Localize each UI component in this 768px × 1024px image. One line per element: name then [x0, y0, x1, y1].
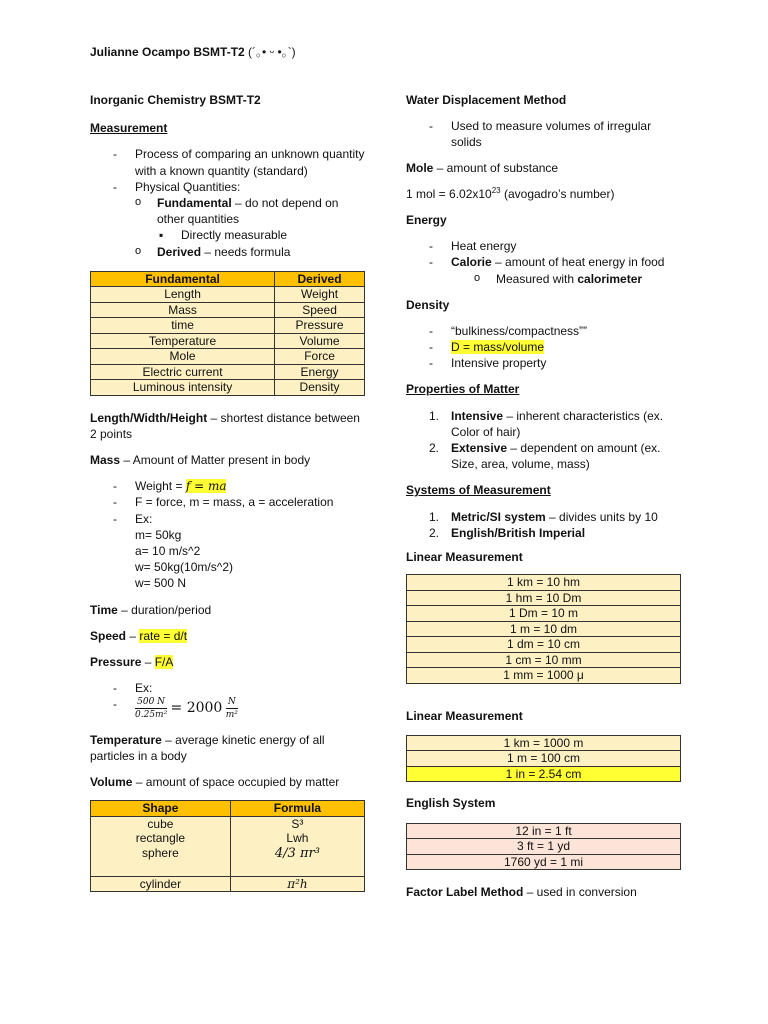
table-row: cylinder π²h [91, 876, 365, 892]
weight-formula: f = ma [185, 479, 227, 494]
mass-definition: Mass – Amount of Matter present in body [90, 453, 311, 468]
systems-list [406, 509, 681, 541]
list-item: - F = force, m = mass, a = acceleration [90, 494, 365, 510]
linear-table-2 [406, 735, 681, 783]
table-header: Fundamental [91, 271, 275, 287]
table-row: 12 in = 1 ft [407, 823, 681, 839]
wdm-title: Water Displacement Method [406, 93, 567, 107]
sub-sub-list [135, 227, 365, 243]
quantities-table [90, 271, 365, 396]
table-row: 1 m = 10 dm [407, 621, 681, 637]
table-row: 1 mm = 1000 μ [407, 668, 681, 684]
temperature-definition: Temperature – average kinetic energy of all particles in a body [90, 732, 325, 763]
table-row: Mass Speed [91, 302, 365, 318]
list-item: - “bulkiness/compactness”” [406, 323, 681, 339]
list-item: - Used to measure volumes of irregular solids [406, 118, 681, 150]
avogadro-equation: 1 mol = $6.02x10^{23}$ (avogadro’s number) [406, 185, 615, 201]
volume-definition: Volume – amount of space occupied by matter [90, 774, 340, 789]
list-item: - $\frac{500 N}{\text{0.25m²}}$ = 2000 $\frac{N}{\text{m²}}$ [90, 696, 365, 721]
list-item: - Ex: m= 50kg a= 10 m/s^2 w= 50kg(10m/s^2) w= 500 N [90, 511, 365, 592]
factor-label-definition: Factor Label Method – used in conversion [406, 885, 637, 899]
list-item: - Process of comparing an unknown quantity with a known quantity (standard) [90, 146, 365, 178]
pressure-fraction: - $\frac{500 N}{\text{0.25m²}}$ [135, 697, 168, 721]
pressure-definition: Pressure – F/A [90, 654, 174, 669]
table-row: time Pressure [91, 318, 365, 334]
density-formula: D = mass/volume [451, 340, 545, 355]
density-list [406, 323, 681, 372]
list-item: - Weight = f = ma [90, 478, 365, 494]
left-column [90, 92, 365, 892]
table-row: Electric current Energy [91, 364, 365, 380]
properties-list [406, 408, 681, 473]
list-item: o Measured with calorimeter [474, 271, 681, 287]
properties-title: Properties of Matter [406, 382, 520, 397]
speed-definition: Speed – rate = d/t [90, 628, 188, 643]
english-title: English System [406, 796, 496, 811]
pressure-formula: F/A [154, 654, 174, 669]
list-item: ▪ Directly measurable [135, 227, 365, 243]
systems-title: Systems of Measurement [406, 483, 551, 498]
page-header [90, 44, 296, 60]
energy-title: Energy [406, 212, 447, 227]
table-row: Temperature Volume [91, 333, 365, 349]
english-table [406, 823, 681, 871]
list-item: - Calorie – amount of heat energy in food o Measured with calorimeter [406, 254, 681, 286]
table-row: Mole Force [91, 349, 365, 365]
mole-definition: Mole – amount of substance [406, 160, 559, 175]
pressure-list [90, 680, 365, 721]
list-item: 2. English/British Imperial [429, 525, 586, 540]
list-item: - Intensive property [406, 355, 681, 371]
table-row: 1 km = 10 hm [407, 575, 681, 591]
table-row: 1 hm = 10 Dm [407, 590, 681, 606]
speed-formula: rate = d/t [139, 628, 188, 643]
shape-formula-table [90, 800, 365, 892]
table-row: 1 Dm = 10 m [407, 606, 681, 622]
table-row: 1 in = 2.54 cm [407, 766, 681, 782]
wdm-list [406, 118, 681, 150]
linear-table-1 [406, 574, 681, 684]
right-column [406, 92, 681, 900]
time-definition: Time – duration/period [90, 602, 212, 617]
list-item: 1. Intensive – inherent characteristics (ex. Color of hair) [429, 408, 664, 439]
lwh-definition: Length/Width/Height – shortest distance between 2 points [90, 410, 360, 441]
list-item: - Ex: [90, 680, 365, 696]
table-header: Formula [230, 801, 364, 817]
sub-list [135, 195, 365, 260]
table-row: 1 km = 1000 m [407, 735, 681, 751]
mass-list [90, 478, 365, 591]
linear-title-2: Linear Measurement [406, 708, 523, 723]
list-item [406, 339, 681, 355]
table-header: Shape [91, 801, 231, 817]
table-row: cube rectangle sphere S³ Lwh 4/3 πr³ [91, 816, 365, 876]
table-row: Luminous intensity Density [91, 380, 365, 396]
measurement-heading: Measurement [90, 121, 168, 136]
linear-title-1: Linear Measurement [406, 549, 523, 564]
author-name: Julianne Ocampo BSMT-T2 [90, 45, 245, 59]
density-title: Density [406, 297, 450, 312]
table-row: 1 m = 100 cm [407, 751, 681, 767]
list-item: o Fundamental – do not depend on other quantities ▪ Directly measurable [135, 195, 365, 244]
list-item: 1. Metric/SI system – divides units by 10 [429, 509, 658, 524]
list-item: - Physical Quantities: o Fundamental – do not depend on other quantities ▪ Directly measurable o Derived – needs formula [90, 179, 365, 260]
table-row: Length Weight [91, 287, 365, 303]
doc-title: Inorganic Chemistry BSMT-T2 [90, 93, 261, 107]
table-row: 1 dm = 10 cm [407, 637, 681, 653]
kaomoji: (´｡• ᵕ •｡`) [248, 45, 296, 59]
list-item: o Derived – needs formula [135, 244, 365, 260]
list-item: - Heat energy [406, 238, 681, 254]
measurement-list [90, 146, 365, 259]
energy-list [406, 238, 681, 287]
sub-list [474, 271, 681, 287]
pressure-unit-fraction: $\frac{N}{\text{m²}}$ [225, 697, 238, 721]
table-row: 1 cm = 10 mm [407, 652, 681, 668]
table-row: 1760 yd = 1 mi [407, 854, 681, 870]
list-item: 2. Extensive – dependent on amount (ex. Size, area, volume, mass) [429, 441, 661, 472]
table-row: 3 ft = 1 yd [407, 839, 681, 855]
table-header: Derived [275, 271, 365, 287]
